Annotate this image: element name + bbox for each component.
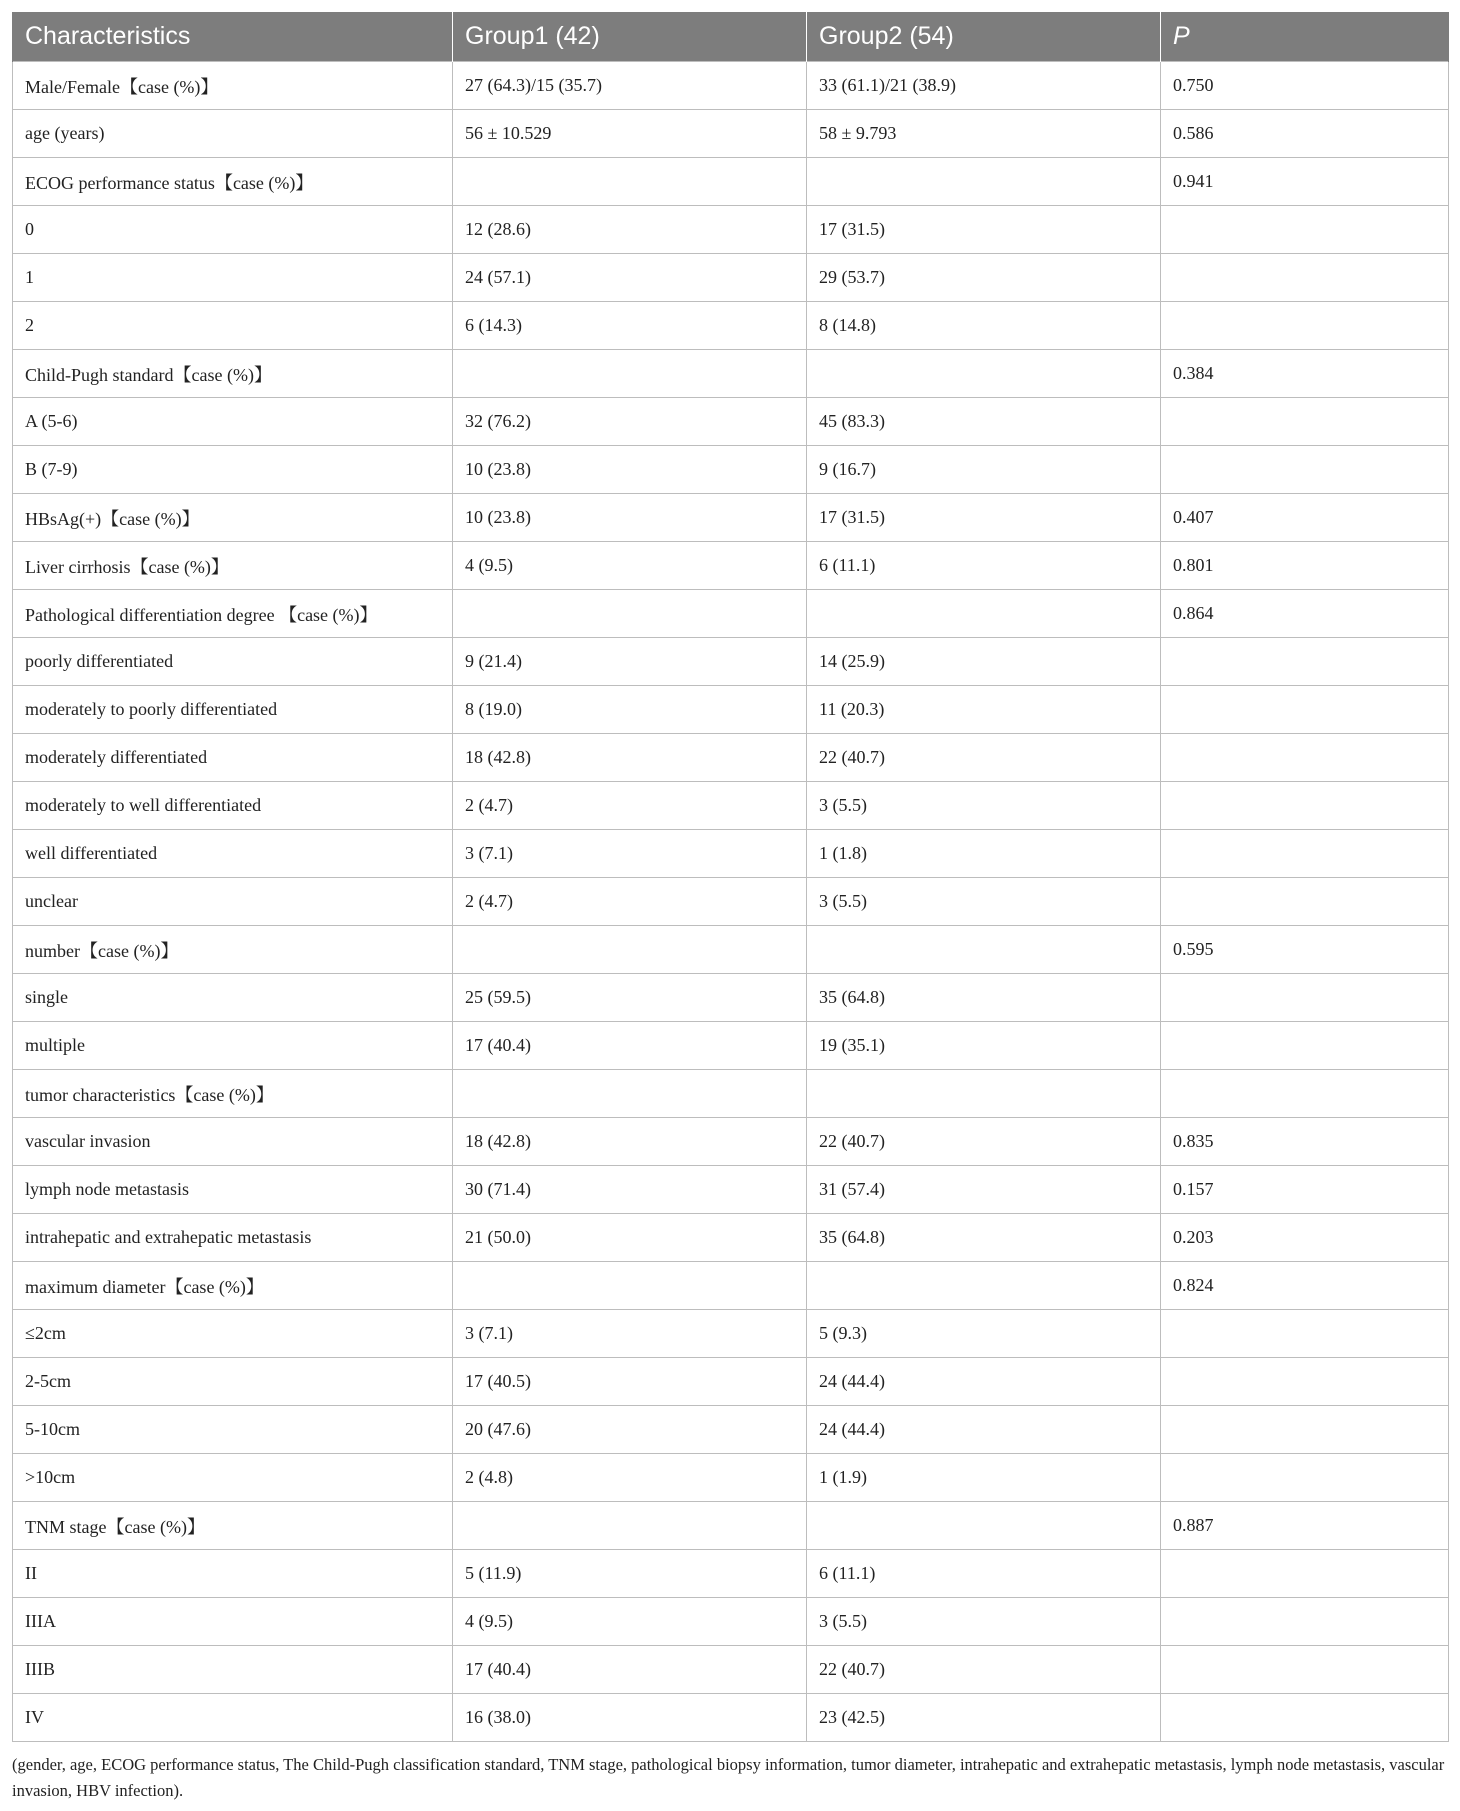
characteristic-cell: moderately to well differentiated [13, 782, 453, 830]
group2-cell: 14 (25.9) [807, 638, 1161, 686]
p-value-cell [1161, 782, 1449, 830]
p-value-cell: 0.835 [1161, 1118, 1449, 1166]
group2-cell: 1 (1.8) [807, 830, 1161, 878]
table-row [13, 398, 1449, 446]
p-value-cell: 0.384 [1161, 350, 1449, 398]
characteristic-cell: >10cm [13, 1454, 453, 1502]
group1-cell: 4 (9.5) [453, 542, 807, 590]
group1-cell: 30 (71.4) [453, 1166, 807, 1214]
table-row [13, 782, 1449, 830]
group1-cell [453, 590, 807, 638]
table-row [13, 254, 1449, 302]
table-row [13, 206, 1449, 254]
group2-cell: 3 (5.5) [807, 1598, 1161, 1646]
characteristic-cell: maximum diameter【case (%)】 [13, 1262, 453, 1310]
group2-cell: 23 (42.5) [807, 1694, 1161, 1742]
table-row [13, 1214, 1449, 1262]
p-value-cell [1161, 1694, 1449, 1742]
table-row [13, 542, 1449, 590]
group2-cell: 33 (61.1)/21 (38.9) [807, 62, 1161, 110]
column-header-group1: Group1 (42) [453, 12, 807, 62]
p-value-cell [1161, 302, 1449, 350]
p-value-cell [1161, 1358, 1449, 1406]
column-header-p-value: P [1161, 12, 1449, 62]
group1-cell: 27 (64.3)/15 (35.7) [453, 62, 807, 110]
table-row [13, 1550, 1449, 1598]
characteristic-cell: moderately to poorly differentiated [13, 686, 453, 734]
characteristic-cell: B (7-9) [13, 446, 453, 494]
group2-cell [807, 1502, 1161, 1550]
p-value-cell: 0.864 [1161, 590, 1449, 638]
table-row [13, 1358, 1449, 1406]
group1-cell [453, 926, 807, 974]
group1-cell: 5 (11.9) [453, 1550, 807, 1598]
p-value-cell [1161, 878, 1449, 926]
group1-cell [453, 158, 807, 206]
table-row [13, 1118, 1449, 1166]
p-value-cell [1161, 254, 1449, 302]
characteristic-cell: Male/Female【case (%)】 [13, 62, 453, 110]
characteristic-cell: HBsAg(+)【case (%)】 [13, 494, 453, 542]
group1-cell: 10 (23.8) [453, 494, 807, 542]
table-row [13, 1262, 1449, 1310]
p-value-cell [1161, 974, 1449, 1022]
table-row [13, 1070, 1449, 1118]
table-row [13, 1310, 1449, 1358]
characteristic-cell: 5-10cm [13, 1406, 453, 1454]
characteristic-cell: 0 [13, 206, 453, 254]
table-row [13, 734, 1449, 782]
group2-cell: 1 (1.9) [807, 1454, 1161, 1502]
characteristic-cell: ≤2cm [13, 1310, 453, 1358]
group2-cell: 3 (5.5) [807, 878, 1161, 926]
group2-cell: 17 (31.5) [807, 206, 1161, 254]
p-value-cell [1161, 398, 1449, 446]
p-value-cell [1161, 1550, 1449, 1598]
characteristic-cell: vascular invasion [13, 1118, 453, 1166]
p-value-cell: 0.157 [1161, 1166, 1449, 1214]
table-row [13, 494, 1449, 542]
table-row [13, 1502, 1449, 1550]
characteristic-cell: moderately differentiated [13, 734, 453, 782]
group1-cell: 17 (40.4) [453, 1022, 807, 1070]
table-footnote: (gender, age, ECOG performance status, The Child-Pugh classification standard, TNM stage, pathological biopsy information, tumor diameter, intrahepatic and extrahepatic metastasis, lymph node metastasis, vascular invasion, HBV infection). [12, 1755, 1445, 1800]
characteristic-cell: unclear [13, 878, 453, 926]
table-row [13, 1166, 1449, 1214]
group1-cell: 8 (19.0) [453, 686, 807, 734]
column-header-characteristics: Characteristics [13, 12, 453, 62]
group2-cell: 6 (11.1) [807, 1550, 1161, 1598]
group2-cell: 17 (31.5) [807, 494, 1161, 542]
table-row [13, 590, 1449, 638]
group1-cell [453, 350, 807, 398]
group1-cell: 21 (50.0) [453, 1214, 807, 1262]
group1-cell: 9 (21.4) [453, 638, 807, 686]
column-header-group2: Group2 (54) [807, 12, 1161, 62]
group1-cell: 18 (42.8) [453, 1118, 807, 1166]
characteristic-cell: 1 [13, 254, 453, 302]
table-row [13, 62, 1449, 110]
p-value-cell [1161, 1310, 1449, 1358]
group1-cell: 56 ± 10.529 [453, 110, 807, 158]
p-value-cell [1161, 1022, 1449, 1070]
table-row [13, 1646, 1449, 1694]
table-row [13, 1454, 1449, 1502]
group2-cell: 22 (40.7) [807, 1646, 1161, 1694]
characteristic-cell: well differentiated [13, 830, 453, 878]
table-row [13, 110, 1449, 158]
table-header-row [13, 12, 1449, 62]
p-value-cell [1161, 830, 1449, 878]
characteristic-cell: A (5-6) [13, 398, 453, 446]
group2-cell [807, 1262, 1161, 1310]
group1-cell: 10 (23.8) [453, 446, 807, 494]
table-row [13, 1598, 1449, 1646]
p-value-cell [1161, 1454, 1449, 1502]
characteristic-cell: age (years) [13, 110, 453, 158]
group2-cell [807, 350, 1161, 398]
group2-cell: 19 (35.1) [807, 1022, 1161, 1070]
p-value-cell: 0.750 [1161, 62, 1449, 110]
p-value-cell: 0.595 [1161, 926, 1449, 974]
p-value-cell [1161, 1406, 1449, 1454]
characteristic-cell: IV [13, 1694, 453, 1742]
group2-cell [807, 590, 1161, 638]
characteristics-table [12, 12, 1449, 1742]
characteristic-cell: intrahepatic and extrahepatic metastasis [13, 1214, 453, 1262]
characteristic-cell: IIIA [13, 1598, 453, 1646]
p-value-cell [1161, 1598, 1449, 1646]
characteristic-cell: poorly differentiated [13, 638, 453, 686]
characteristic-cell: II [13, 1550, 453, 1598]
characteristic-cell: 2 [13, 302, 453, 350]
characteristic-cell: multiple [13, 1022, 453, 1070]
table-row [13, 350, 1449, 398]
p-value-cell: 0.203 [1161, 1214, 1449, 1262]
group1-cell: 2 (4.7) [453, 782, 807, 830]
table-row [13, 1022, 1449, 1070]
p-value-cell: 0.824 [1161, 1262, 1449, 1310]
characteristic-cell: lymph node metastasis [13, 1166, 453, 1214]
group1-cell: 3 (7.1) [453, 830, 807, 878]
table-row [13, 638, 1449, 686]
group2-cell [807, 926, 1161, 974]
group1-cell: 2 (4.7) [453, 878, 807, 926]
table-row [13, 878, 1449, 926]
table-row [13, 446, 1449, 494]
group2-cell: 22 (40.7) [807, 1118, 1161, 1166]
group2-cell: 24 (44.4) [807, 1358, 1161, 1406]
table-row [13, 926, 1449, 974]
table-row [13, 830, 1449, 878]
group2-cell: 6 (11.1) [807, 542, 1161, 590]
group2-cell: 31 (57.4) [807, 1166, 1161, 1214]
table-row [13, 1406, 1449, 1454]
table-row [13, 302, 1449, 350]
group2-cell [807, 1070, 1161, 1118]
p-value-cell: 0.407 [1161, 494, 1449, 542]
group1-cell: 18 (42.8) [453, 734, 807, 782]
p-value-cell [1161, 1070, 1449, 1118]
p-value-cell [1161, 734, 1449, 782]
group2-cell: 29 (53.7) [807, 254, 1161, 302]
p-value-cell: 0.801 [1161, 542, 1449, 590]
table-row [13, 1694, 1449, 1742]
p-value-cell [1161, 686, 1449, 734]
table-row [13, 158, 1449, 206]
group1-cell: 25 (59.5) [453, 974, 807, 1022]
group1-cell: 17 (40.5) [453, 1358, 807, 1406]
group2-cell: 35 (64.8) [807, 1214, 1161, 1262]
group1-cell [453, 1070, 807, 1118]
table-row [13, 974, 1449, 1022]
characteristic-cell: TNM stage【case (%)】 [13, 1502, 453, 1550]
group1-cell: 17 (40.4) [453, 1646, 807, 1694]
group2-cell: 45 (83.3) [807, 398, 1161, 446]
group2-cell: 35 (64.8) [807, 974, 1161, 1022]
group2-cell: 8 (14.8) [807, 302, 1161, 350]
group1-cell [453, 1262, 807, 1310]
p-value-cell [1161, 446, 1449, 494]
group1-cell: 6 (14.3) [453, 302, 807, 350]
group2-cell [807, 158, 1161, 206]
group1-cell: 32 (76.2) [453, 398, 807, 446]
group1-cell [453, 1502, 807, 1550]
p-value-cell: 0.586 [1161, 110, 1449, 158]
p-value-cell [1161, 206, 1449, 254]
characteristic-cell: number【case (%)】 [13, 926, 453, 974]
group2-cell: 5 (9.3) [807, 1310, 1161, 1358]
characteristic-cell: Liver cirrhosis【case (%)】 [13, 542, 453, 590]
group2-cell: 22 (40.7) [807, 734, 1161, 782]
table-row [13, 686, 1449, 734]
characteristic-cell: IIIB [13, 1646, 453, 1694]
group2-cell: 11 (20.3) [807, 686, 1161, 734]
characteristic-cell: Child-Pugh standard【case (%)】 [13, 350, 453, 398]
group1-cell: 12 (28.6) [453, 206, 807, 254]
group1-cell: 20 (47.6) [453, 1406, 807, 1454]
p-value-cell: 0.941 [1161, 158, 1449, 206]
characteristic-cell: 2-5cm [13, 1358, 453, 1406]
p-value-cell [1161, 638, 1449, 686]
group1-cell: 2 (4.8) [453, 1454, 807, 1502]
group2-cell: 58 ± 9.793 [807, 110, 1161, 158]
group2-cell: 3 (5.5) [807, 782, 1161, 830]
characteristic-cell: single [13, 974, 453, 1022]
group2-cell: 24 (44.4) [807, 1406, 1161, 1454]
group1-cell: 4 (9.5) [453, 1598, 807, 1646]
group2-cell: 9 (16.7) [807, 446, 1161, 494]
table-container [12, 12, 1448, 1804]
table-body [13, 62, 1449, 1742]
group1-cell: 24 (57.1) [453, 254, 807, 302]
characteristic-cell: Pathological differentiation degree 【case (%)】 [13, 590, 453, 638]
characteristic-cell: ECOG performance status【case (%)】 [13, 158, 453, 206]
p-value-cell: 0.887 [1161, 1502, 1449, 1550]
characteristic-cell: tumor characteristics【case (%)】 [13, 1070, 453, 1118]
p-value-cell [1161, 1646, 1449, 1694]
group1-cell: 3 (7.1) [453, 1310, 807, 1358]
group1-cell: 16 (38.0) [453, 1694, 807, 1742]
